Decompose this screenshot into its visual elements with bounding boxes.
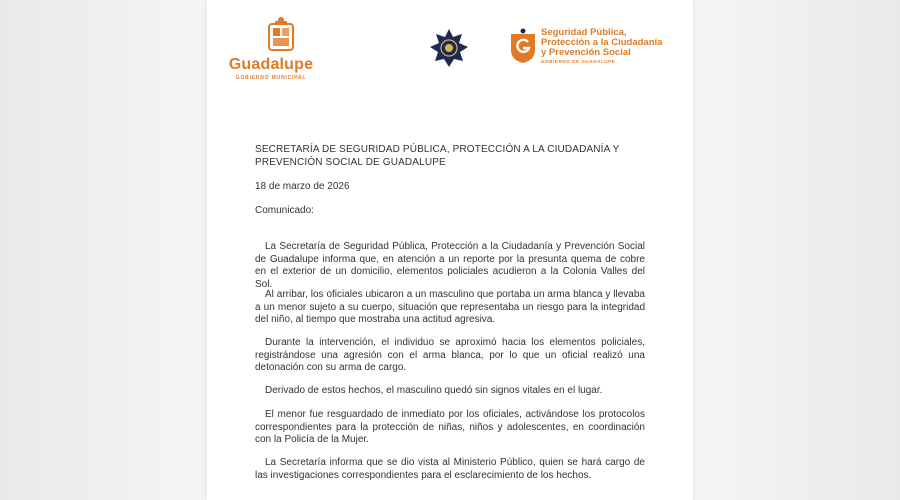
- paragraph-5: El menor fue resguardado de inmediato por los oficiales, activándose los protocolos correspondientes para la protección de niñas, niños y adolescentes, en coordinación con la Policía de la Mujer.: [255, 409, 645, 445]
- logo-right-line-3: y Prevención Social: [541, 47, 631, 58]
- logo-left-subtitle: GOBIERNO MUNICIPAL: [235, 75, 307, 81]
- paragraph-6: La Secretaría informa que se dio vista al Ministerio Público, quien se hará cargo de las investigaciones correspondientes para el esclarecimiento de los hechos.: [255, 457, 645, 481]
- paragraph-4: Derivado de estos hechos, el masculino quedó sin signos vitales en el lugar.: [265, 385, 603, 396]
- logo-left-name: Guadalupe: [228, 56, 314, 73]
- paragraph-3: Durante la intervención, el individuo se aproximó hacia los elementos policiales, registrándose una agresión con el arma blanca, por lo que un oficial realizó una detonación con su arma de cargo.: [255, 337, 645, 373]
- logo-right-line-2: Protección a la Ciudadanía: [541, 37, 663, 48]
- document-date: 18 de marzo de 2026: [255, 181, 350, 192]
- seguridad-publica-logo: [509, 24, 689, 74]
- g-shield-icon: [509, 28, 537, 64]
- document-label: Comunicado:: [255, 205, 314, 216]
- document-heading: SECRETARÍA DE SEGURIDAD PÚBLICA, PROTECCIÓN A LA CIUDADANÍA Y PREVENCIÓN SOCIAL DE GUADALUPE: [255, 144, 620, 168]
- logo-right-line-1: Seguridad Pública,: [541, 27, 627, 38]
- guadalupe-logo: [225, 16, 315, 82]
- paragraph-1: La Secretaría de Seguridad Pública, Protección a la Ciudadanía y Prevención Social de Guadalupe informa que, en atención a un reporte por la presunta quema de cobre en el exterior de un domicilio, elementos policiales acudieron a la Colonia Valles del Sol.: [255, 241, 645, 290]
- paragraph-2: Al arribar, los oficiales ubicaron a un masculino que portaba un arma blanca y llevaba a un menor sujeto a su cuerpo, situación que representaba un riesgo para la integridad del niño, al tiempo que mostraba una actitud agresiva.: [255, 289, 645, 325]
- document-page: [207, 0, 693, 500]
- logo-right-title: [541, 28, 691, 58]
- letterhead: [207, 0, 693, 90]
- coat-of-arms-icon: [265, 16, 297, 56]
- logo-right-subtitle: GOBIERNO DE GUADALUPE: [541, 59, 616, 64]
- police-star-badge-icon: [429, 28, 469, 68]
